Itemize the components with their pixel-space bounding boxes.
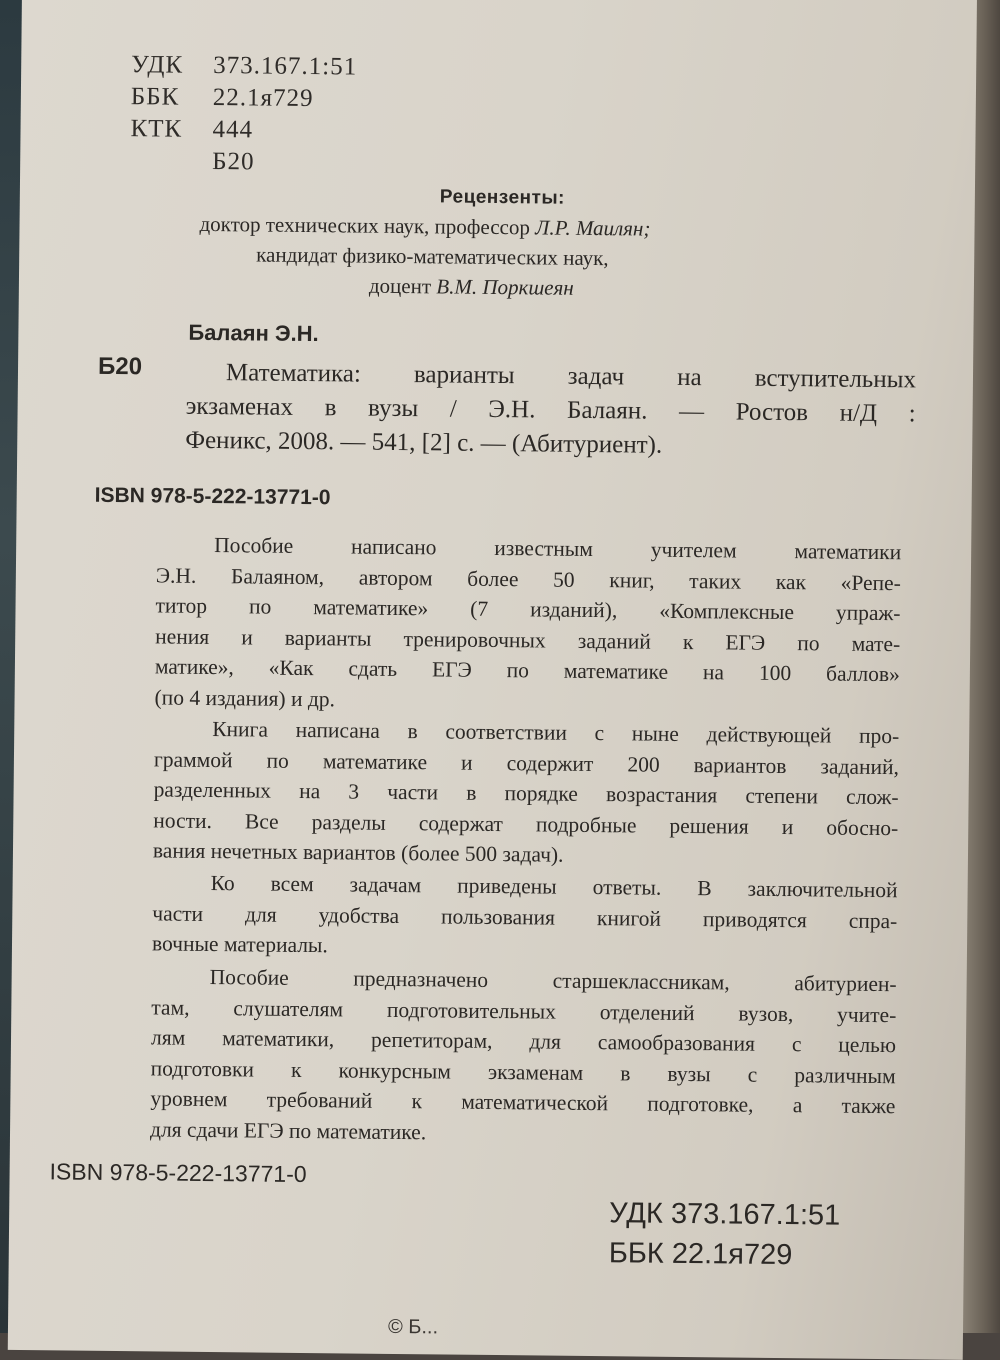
reviewer-1-title: доктор технических наук, профессор (199, 211, 531, 240)
annotation-paragraph-4 (150, 961, 897, 1152)
reviewer-2-name: В.М. Поркшеян (436, 274, 574, 300)
bib-code: Б20 (97, 352, 143, 381)
annotation-line: подготовки к конкурсным экзаменам в вузы с различным (150, 1055, 896, 1088)
classification-code: Б20 (212, 148, 255, 176)
udk-line (131, 51, 357, 81)
bbk-bottom: ББК 22.1я729 (608, 1237, 793, 1272)
annotation-paragraph-1 (154, 529, 901, 720)
annotation-line: части для удобства пользования книгой приводятся спра- (152, 900, 898, 933)
reviewer-2-position: доцент (368, 273, 432, 299)
annotation-line: для сдачи ЕГЭ по математике. (149, 1116, 427, 1144)
bbk-value: 22.1я729 (212, 84, 314, 113)
book-page (8, 0, 977, 1360)
ktk-value: 444 (212, 116, 254, 144)
annotation-line: нения и варианты тренировочных заданий к ЕГЭ по мате- (155, 623, 901, 656)
annotation-line: вочные материалы. (151, 931, 328, 958)
reviewer-1-name: Л.Р. Маилян; (535, 215, 651, 241)
author-name: Балаян Э.Н. (188, 319, 319, 347)
biblio-line-2: экзаменах в вузы / Э.Н. Балаян. — Ростов н/Д : (185, 392, 916, 428)
isbn-bottom: ISBN 978-5-222-13771-0 (49, 1158, 307, 1188)
isbn-top: ISBN 978-5-222-13771-0 (94, 483, 331, 510)
annotation-line: уровнем требований к математической подготовке, а также (150, 1086, 896, 1119)
biblio-line-3: Феникс, 2008. — 541, [2] с. — (Абитуриент). (185, 426, 663, 459)
annotation-line: Книга написана в соответствии с ныне действующей про- (212, 717, 900, 749)
annotation-line: вания нечетных вариантов (более 500 задач). (152, 838, 564, 867)
annotation-line: лям математики, репетиторам, для самообразования с целью (150, 1025, 897, 1058)
reviewer-1 (199, 212, 650, 242)
biblio-line-1: Математика: варианты задач на вступительных (225, 359, 917, 394)
annotation-line: матике», «Как сдать ЕГЭ по математике на 100 баллов» (154, 654, 901, 687)
bbk-key: ББК (130, 83, 180, 111)
annotation-line: ности. Все разделы содержат подробные решения и обосно- (153, 807, 899, 840)
udk-bottom: УДК 373.167.1:51 (609, 1197, 841, 1232)
udk-key: УДК (131, 51, 184, 79)
annotation-line: Пособие предназначено старшеклассникам, абитуриен- (209, 965, 897, 997)
ktk-key: КТК (130, 115, 183, 143)
reviewers-title: Рецензенты: (439, 186, 566, 209)
annotation-line: Пособие написано известным учителем математики (214, 533, 902, 565)
annotation-line: там, слушателям подготовительных отделений вузов, учите- (151, 994, 897, 1027)
annotation-line: разделенных на 3 части в порядке возрастания степени слож- (153, 777, 899, 810)
annotation-line: (по 4 издания) и др. (154, 684, 336, 711)
bbk-line (131, 83, 314, 113)
annotation-line: граммой по математике и содержит 200 вариантов заданий, (153, 746, 900, 779)
annotation-paragraph-3 (152, 867, 898, 966)
annotation-paragraph-2 (153, 713, 900, 873)
copyright-partial: © Б... (387, 1315, 439, 1339)
reviewer-2-title: кандидат физико-математических наук, (256, 242, 609, 271)
annotation-line: титор по математике» (7 изданий), «Комплексные упраж- (155, 593, 901, 626)
ktk-line (130, 115, 253, 144)
annotation-line: Ко всем задачам приведены ответы. В заключительной (210, 871, 898, 903)
udk-value: 373.167.1:51 (213, 52, 358, 81)
annotation-line: Э.Н. Балаяном, автором более 50 книг, таких как «Репе- (155, 562, 901, 595)
reviewer-2 (369, 274, 574, 301)
